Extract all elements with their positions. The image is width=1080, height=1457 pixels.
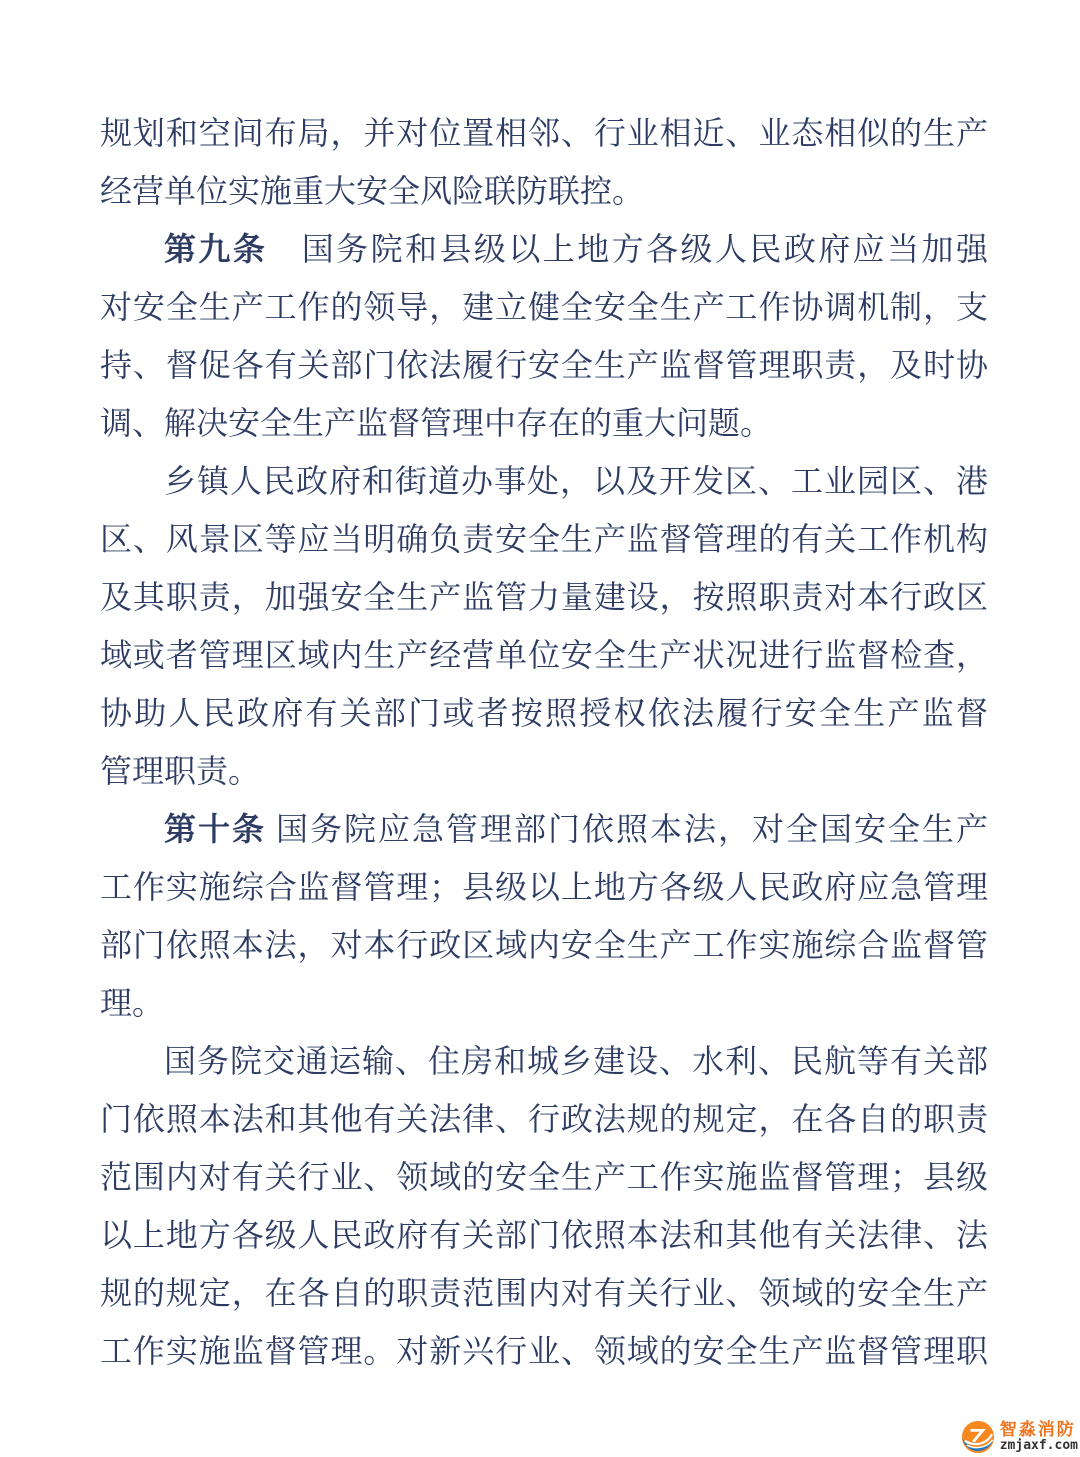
text-line: 及其职责，加强安全生产监管力量建设，按照职责对本行政区 — [100, 579, 988, 615]
text-line: 协助人民政府有关部门或者按照授权依法履行安全生产监督 — [100, 695, 988, 731]
watermark — [961, 1420, 1078, 1454]
text-line: 理。 — [100, 985, 165, 1021]
text-line: 对安全生产工作的领导，建立健全安全生产工作协调机制，支 — [100, 289, 988, 325]
text-line: 乡镇人民政府和街道办事处，以及开发区、工业园区、港 — [164, 463, 988, 499]
text-line: 第十条 国务院应急管理部门依照本法，对全国安全生产 — [164, 811, 988, 847]
text-line: 经营单位实施重大安全风险联防联控。 — [100, 173, 645, 209]
text-line: 持、督促各有关部门依法履行安全生产监督管理职责，及时协 — [100, 347, 988, 383]
text-line: 部门依照本法，对本行政区域内安全生产工作实施综合监督管 — [100, 927, 988, 963]
text-line: 工作实施监督管理。对新兴行业、领域的安全生产监督管理职 — [100, 1333, 988, 1369]
text-line: 工作实施综合监督管理；县级以上地方各级人民政府应急管理 — [100, 869, 988, 905]
document-body — [100, 104, 988, 1380]
text-line: 第九条 国务院和县级以上地方各级人民政府应当加强 — [164, 231, 988, 267]
watermark-text — [1000, 1421, 1078, 1454]
article-number: 第十条 — [164, 811, 266, 847]
article-number: 第九条 — [164, 231, 268, 267]
text-line: 规划和空间布局，并对位置相邻、行业相近、业态相似的生产 — [100, 115, 988, 151]
text-line: 规的规定，在各自的职责范围内对有关行业、领域的安全生产 — [100, 1275, 988, 1311]
brand-name: 智淼消防 — [999, 1419, 1076, 1439]
text-line: 范围内对有关行业、领域的安全生产工作实施监督管理；县级 — [100, 1159, 988, 1195]
text-line: 域或者管理区域内生产经营单位安全生产状况进行监督检查， — [100, 637, 988, 673]
zhimiao-fire-logo-icon — [961, 1420, 995, 1454]
text-line: 调、解决安全生产监督管理中存在的重大问题。 — [100, 405, 773, 441]
text-line: 管理职责。 — [100, 753, 261, 789]
text-line: 区、风景区等应当明确负责安全生产监督管理的有关工作机构 — [100, 521, 988, 557]
brand-website: zmjaxf.com — [999, 1438, 1078, 1454]
text-line: 门依照本法和其他有关法律、行政法规的规定，在各自的职责 — [100, 1101, 988, 1137]
text-line: 以上地方各级人民政府有关部门依照本法和其他有关法律、法 — [100, 1217, 988, 1253]
text-line: 国务院交通运输、住房和城乡建设、水利、民航等有关部 — [164, 1043, 988, 1079]
